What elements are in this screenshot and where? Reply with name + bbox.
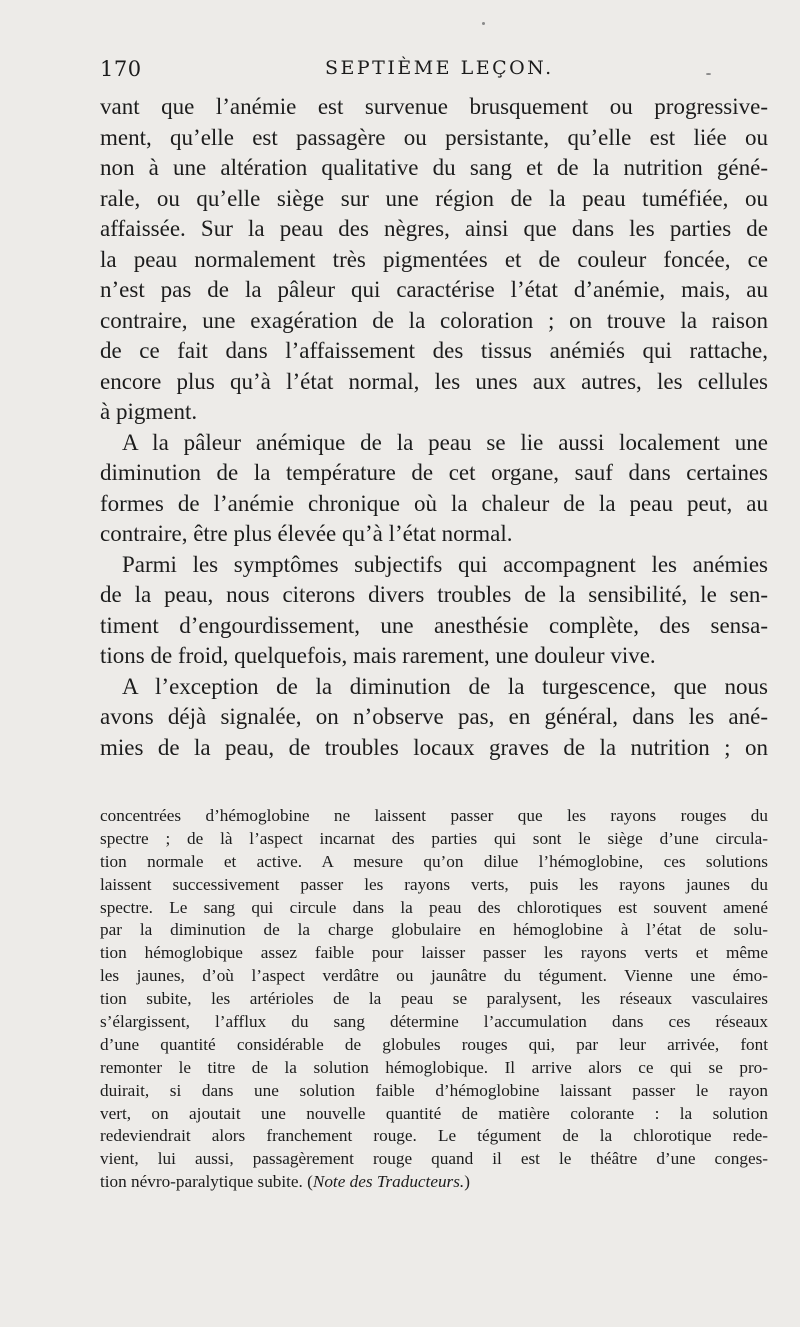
text-line: formes de l’anémie chronique où la chaleur de la peau peut, au bbox=[100, 490, 768, 516]
text-line: rale, ou qu’elle siège sur une région de la peau tuméfiée, ou bbox=[100, 185, 768, 211]
text-line: tions de froid, quelquefois, mais rarement, une douleur vive. bbox=[100, 643, 656, 668]
text-line: Parmi les symptômes subjectifs qui accompagnent les anémies bbox=[122, 551, 768, 577]
footnote-line: concentrées d’hémoglobine ne laissent passer que les rayons rouges du bbox=[100, 806, 768, 825]
text-line: contraire, être plus élevée qu’à l’état normal. bbox=[100, 521, 513, 546]
text-line: mies de la peau, de troubles locaux graves de la nutrition ; on bbox=[100, 734, 768, 760]
text-line: timent d’engourdissement, une anesthésie complète, des sensa- bbox=[100, 612, 768, 638]
text-line: A l’exception de la diminution de la turgescence, que nous bbox=[122, 673, 768, 699]
text-line: affaissée. Sur la peau des nègres, ainsi que dans les parties de bbox=[100, 216, 768, 241]
text-line: à pigment. bbox=[100, 399, 198, 424]
main-text bbox=[100, 92, 768, 763]
footnote-close-paren: ) bbox=[464, 1172, 470, 1192]
footnote-line: duirait, si dans une solution faible d’hémoglobine laissant passer le rayon bbox=[100, 1080, 768, 1100]
footnote-line: par la diminution de la charge globulaire en hémoglobine à l’état de solu- bbox=[100, 920, 768, 940]
page-header bbox=[100, 57, 768, 87]
footnote-line: tion normale et active. A mesure qu’on dilue l’hémoglobine, ces solutions bbox=[100, 851, 768, 871]
text-line: la peau normalement très pigmentées et de couleur foncée, ce bbox=[100, 246, 768, 272]
text-line: ment, qu’elle est passagère ou persistante, qu’elle est liée ou bbox=[100, 124, 768, 150]
footnote-line: s’élargissent, l’afflux du sang détermine l’accumulation dans ces réseaux bbox=[100, 1012, 768, 1032]
footnote-line: vert, on ajoutait une nouvelle quantité de matière colorante : la solution bbox=[100, 1103, 768, 1123]
footnote-line-text: tion névro-paralytique subite. ( bbox=[100, 1172, 313, 1192]
running-title: SEPTIÈME LEÇON. bbox=[325, 57, 554, 79]
text-line: de la peau, nous citerons divers troubles de la sensibilité, le sen- bbox=[100, 582, 768, 607]
text-line: contraire, une exagération de la coloration ; on trouve la raison bbox=[100, 307, 768, 333]
page-number: 170 bbox=[100, 57, 142, 81]
footnote-line: les jaunes, d’où l’aspect verdâtre ou jaunâtre du tégument. Vienne une émo- bbox=[100, 966, 768, 986]
footnote-line: tion hémoglobique assez faible pour laisser passer les rayons verts et même bbox=[100, 943, 768, 963]
translators-note: Note des Traducteurs. bbox=[312, 1172, 465, 1192]
text-line: encore plus qu’à l’état normal, les unes aux autres, les cellules bbox=[100, 368, 768, 394]
footnote bbox=[100, 805, 768, 1194]
paper-speck bbox=[482, 22, 485, 25]
paper-speck bbox=[706, 73, 711, 75]
text-line: A la pâleur anémique de la peau se lie aussi localement une bbox=[122, 429, 768, 455]
footnote-line: spectre. Le sang qui circule dans la peau des chlorotiques est souvent amené bbox=[100, 897, 768, 917]
footnote-line: spectre ; de là l’aspect incarnat des parties qui sont le siège d’une circula- bbox=[100, 828, 768, 848]
text-line: vant que l’anémie est survenue brusquement ou progressive- bbox=[100, 94, 768, 119]
text-line: avons déjà signalée, on n’observe pas, en général, dans les ané- bbox=[100, 704, 768, 729]
footnote-line: laissent successivement passer les rayons verts, puis les rayons jaunes du bbox=[100, 874, 768, 894]
text-line: de ce fait dans l’affaissement des tissus anémiés qui rattache, bbox=[100, 338, 768, 363]
footnote-line: tion subite, les artérioles de la peau se paralysent, les réseaux vasculaires bbox=[100, 989, 768, 1009]
text-line: diminution de la température de cet organe, sauf dans certaines bbox=[100, 460, 768, 485]
text-line: n’est pas de la pâleur qui caractérise l’état d’anémie, mais, au bbox=[100, 277, 768, 302]
footnote-last-line bbox=[100, 1171, 768, 1194]
footnote-line: vient, lui aussi, passagèrement rouge quand il est le théâtre d’une conges- bbox=[100, 1149, 768, 1169]
footnote-line: redeviendrait alors franchement rouge. Le tégument de la chlorotique rede- bbox=[100, 1126, 768, 1146]
footnote-line: d’une quantité considérable de globules rouges qui, par leur arrivée, font bbox=[100, 1034, 768, 1054]
text-line: non à une altération qualitative du sang et de la nutrition géné- bbox=[100, 155, 768, 180]
footnote-line: remonter le titre de la solution hémoglobique. Il arrive alors ce qui se pro- bbox=[100, 1057, 768, 1077]
